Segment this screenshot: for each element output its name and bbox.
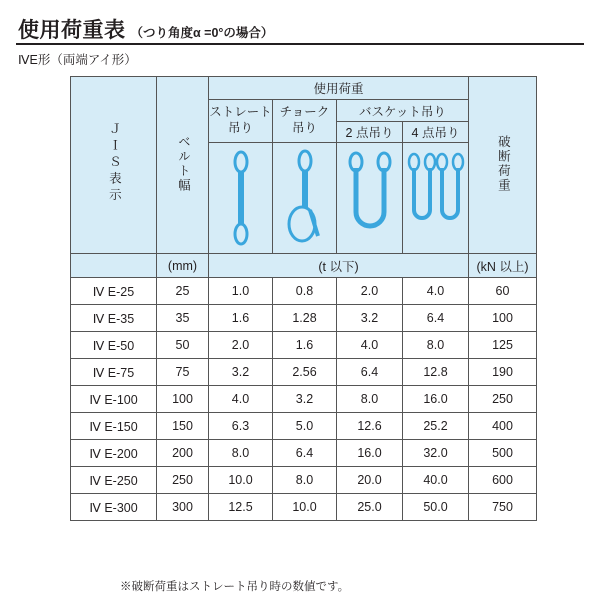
header-basket: バスケット吊り — [337, 100, 469, 122]
table-row — [71, 332, 537, 359]
cell-basket2: 3.2 — [337, 305, 403, 332]
unit-load: (t 以下) — [209, 254, 469, 278]
cell-choke: 8.0 — [273, 467, 337, 494]
cell-straight: 1.0 — [209, 278, 273, 305]
cell-straight: 12.5 — [209, 494, 273, 521]
cell-jis: Ⅳ E-50 — [71, 332, 157, 359]
cell-breaking: 100 — [469, 305, 537, 332]
cell-jis: Ⅳ E-150 — [71, 413, 157, 440]
title-divider — [16, 43, 584, 45]
cell-straight: 8.0 — [209, 440, 273, 467]
cell-width: 300 — [157, 494, 209, 521]
cell-basket2: 12.6 — [337, 413, 403, 440]
cell-basket2: 6.4 — [337, 359, 403, 386]
header-basket-4pt: 4 点吊り — [403, 122, 469, 143]
load-capacity-table — [70, 76, 537, 521]
cell-basket2: 25.0 — [337, 494, 403, 521]
product-type-label: ⅣE形（両端アイ形） — [18, 53, 137, 67]
diagram-straight-sling — [209, 143, 273, 254]
cell-jis: Ⅳ E-75 — [71, 359, 157, 386]
table-row — [71, 413, 537, 440]
cell-width: 25 — [157, 278, 209, 305]
cell-choke: 5.0 — [273, 413, 337, 440]
cell-basket4: 16.0 — [403, 386, 469, 413]
table-row — [71, 359, 537, 386]
page-title: 使用荷重表 — [18, 19, 126, 42]
header-choke — [273, 100, 337, 143]
header-choke-line1: チョーク — [279, 105, 330, 120]
cell-width: 250 — [157, 467, 209, 494]
cell-width: 200 — [157, 440, 209, 467]
table-row — [71, 386, 537, 413]
cell-breaking: 125 — [469, 332, 537, 359]
header-working-load: 使用荷重 — [209, 77, 469, 100]
cell-basket2: 4.0 — [337, 332, 403, 359]
cell-breaking: 600 — [469, 467, 537, 494]
diagram-basket-4-point — [403, 143, 469, 254]
cell-jis: Ⅳ E-100 — [71, 386, 157, 413]
cell-jis: Ⅳ E-25 — [71, 278, 157, 305]
cell-straight: 10.0 — [209, 467, 273, 494]
cell-width: 100 — [157, 386, 209, 413]
cell-choke: 0.8 — [273, 278, 337, 305]
header-breaking-load-label: 破断荷重 — [496, 134, 511, 193]
diagram-choke-sling — [273, 143, 337, 254]
cell-basket2: 16.0 — [337, 440, 403, 467]
cell-straight: 3.2 — [209, 359, 273, 386]
cell-straight: 4.0 — [209, 386, 273, 413]
cell-choke: 1.6 — [273, 332, 337, 359]
header-row-group — [71, 77, 537, 100]
cell-basket4: 6.4 — [403, 305, 469, 332]
cell-basket4: 12.8 — [403, 359, 469, 386]
table-row — [71, 305, 537, 332]
page-subtitle-condition: （つり角度α =0°の場合） — [130, 26, 274, 40]
title-row — [18, 14, 273, 44]
unit-belt-width: (mm) — [157, 254, 209, 278]
cell-breaking: 750 — [469, 494, 537, 521]
cell-basket2: 20.0 — [337, 467, 403, 494]
cell-jis: Ⅳ E-200 — [71, 440, 157, 467]
cell-basket2: 2.0 — [337, 278, 403, 305]
header-basket-2pt: 2 点吊り — [337, 122, 403, 143]
header-straight — [209, 100, 273, 143]
header-belt-width-label: ベルト幅 — [176, 134, 191, 193]
cell-basket2: 8.0 — [337, 386, 403, 413]
cell-straight: 1.6 — [209, 305, 273, 332]
cell-breaking: 60 — [469, 278, 537, 305]
cell-width: 150 — [157, 413, 209, 440]
specs-table-wrapper — [70, 76, 537, 521]
unit-jis-blank — [71, 254, 157, 278]
footnote: ※破断荷重はストレート吊り時の数値です。 — [120, 581, 350, 593]
table-row — [71, 467, 537, 494]
cell-choke: 3.2 — [273, 386, 337, 413]
cell-breaking: 400 — [469, 413, 537, 440]
cell-basket4: 8.0 — [403, 332, 469, 359]
cell-jis: Ⅳ E-300 — [71, 494, 157, 521]
cell-straight: 2.0 — [209, 332, 273, 359]
cell-basket4: 32.0 — [403, 440, 469, 467]
cell-breaking: 500 — [469, 440, 537, 467]
cell-breaking: 190 — [469, 359, 537, 386]
cell-choke: 2.56 — [273, 359, 337, 386]
units-row — [71, 254, 537, 278]
table-row — [71, 494, 537, 521]
cell-choke: 10.0 — [273, 494, 337, 521]
unit-breaking: (kN 以上) — [469, 254, 537, 278]
cell-choke: 1.28 — [273, 305, 337, 332]
cell-basket4: 50.0 — [403, 494, 469, 521]
cell-jis: Ⅳ E-35 — [71, 305, 157, 332]
cell-jis: Ⅳ E-250 — [71, 467, 157, 494]
cell-choke: 6.4 — [273, 440, 337, 467]
header-jis-label: ＪＩＳ表示 — [107, 122, 122, 205]
header-straight-line2: 吊り — [227, 121, 253, 135]
table-row — [71, 440, 537, 467]
cell-straight: 6.3 — [209, 413, 273, 440]
cell-breaking: 250 — [469, 386, 537, 413]
cell-basket4: 25.2 — [403, 413, 469, 440]
cell-basket4: 4.0 — [403, 278, 469, 305]
cell-width: 35 — [157, 305, 209, 332]
diagram-basket-2-point — [337, 143, 403, 254]
header-breaking-load — [469, 77, 537, 254]
cell-width: 75 — [157, 359, 209, 386]
header-jis — [71, 77, 157, 254]
cell-width: 50 — [157, 332, 209, 359]
header-straight-line1: ストレート — [209, 105, 272, 120]
header-choke-line2: 吊り — [291, 121, 317, 135]
header-belt-width — [157, 77, 209, 254]
cell-basket4: 40.0 — [403, 467, 469, 494]
table-row — [71, 278, 537, 305]
